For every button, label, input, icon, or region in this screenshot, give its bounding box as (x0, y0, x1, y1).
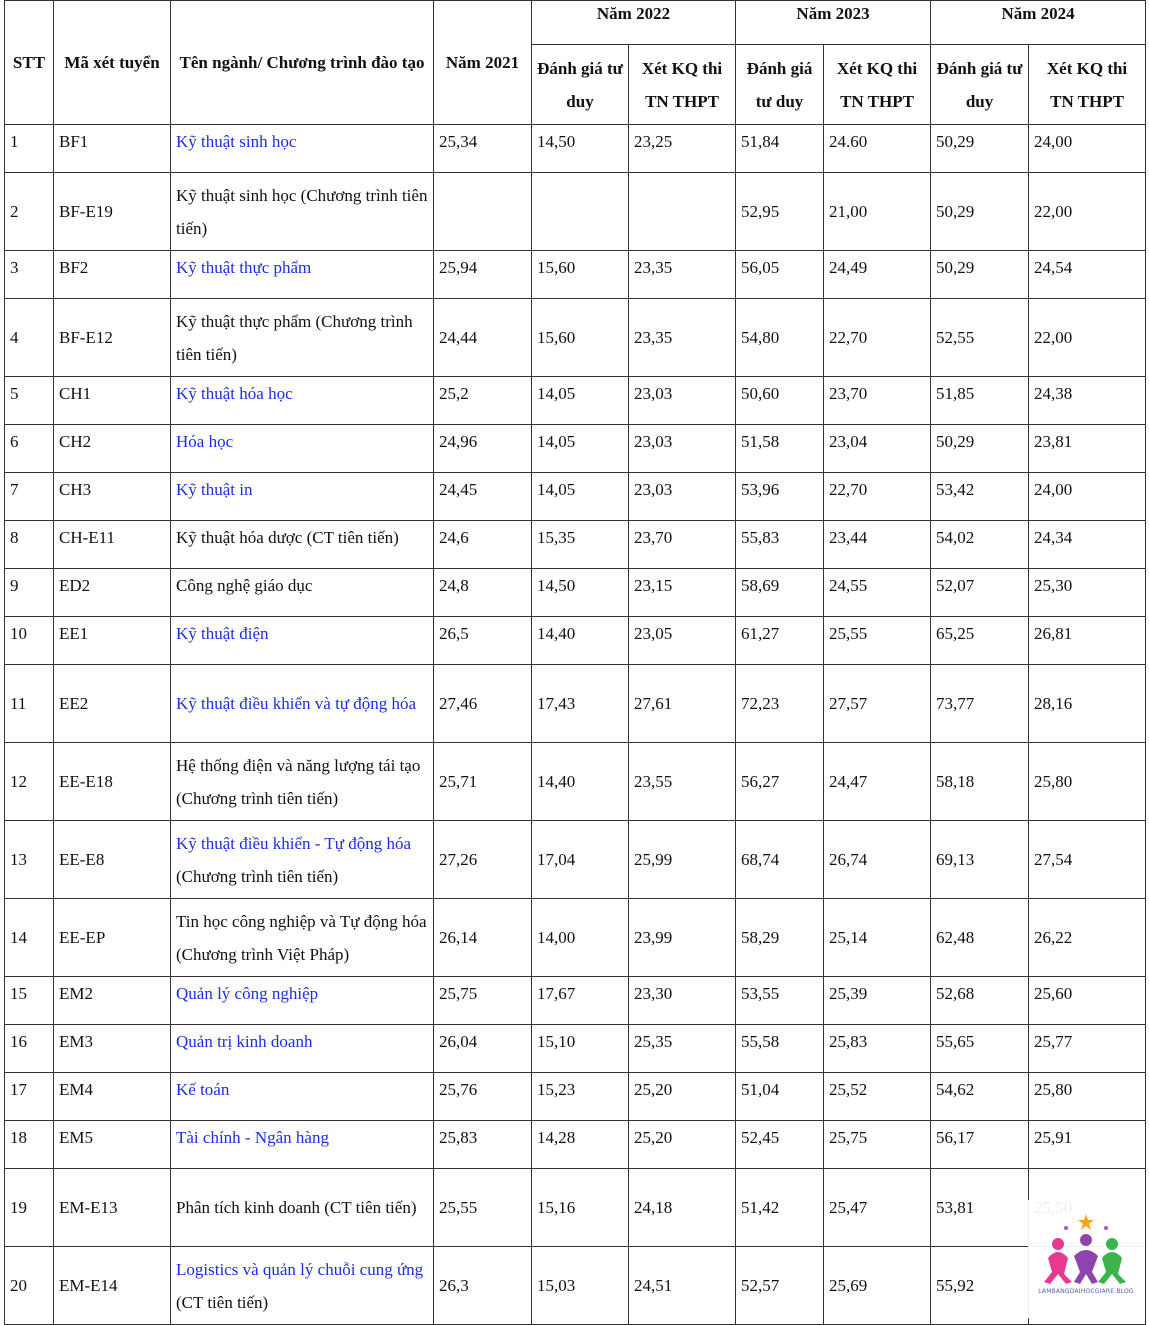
cell-dgtd-2022: 14,40 (532, 617, 629, 665)
cell-stt: 8 (5, 521, 54, 569)
cell-stt: 1 (5, 125, 54, 173)
table-row (5, 1121, 1146, 1169)
cell-thpt-2023: 26,74 (824, 821, 931, 899)
cell-thpt-2023: 24,55 (824, 569, 931, 617)
table-row (5, 1169, 1146, 1247)
cell-dgtd-2022 (532, 173, 629, 251)
cell-stt: 12 (5, 743, 54, 821)
program-link[interactable]: Kỹ thuật điều khiển và tự động hóa (176, 694, 417, 713)
program-link[interactable]: Quản trị kinh doanh (176, 1032, 313, 1051)
cell-thpt-2024: 22,00 (1029, 299, 1146, 377)
cell-nam-2021: 25,76 (434, 1073, 532, 1121)
table-row (5, 977, 1146, 1025)
cell-dgtd-2024: 62,48 (931, 899, 1029, 977)
cell-nam-2021: 25,71 (434, 743, 532, 821)
cell-nam-2021: 26,14 (434, 899, 532, 977)
cell-nam-2021: 26,5 (434, 617, 532, 665)
cell-thpt-2023: 24.60 (824, 125, 931, 173)
cell-dgtd-2024: 69,13 (931, 821, 1029, 899)
cell-thpt-2024: 24,00 (1029, 125, 1146, 173)
cell-dgtd-2024: 56,17 (931, 1121, 1029, 1169)
cell-dgtd-2022: 15,60 (532, 299, 629, 377)
header-nam-2022: Năm 2022 (532, 1, 736, 45)
table-row (5, 377, 1146, 425)
subheader-thpt-2022: Xét KQ thi TN THPT (629, 45, 736, 125)
cell-ten-nganh (171, 1025, 434, 1073)
cell-stt: 15 (5, 977, 54, 1025)
cell-dgtd-2022: 15,35 (532, 521, 629, 569)
cell-thpt-2024: 25,77 (1029, 1025, 1146, 1073)
header-ten-nganh: Tên ngành/ Chương trình đào tạo (171, 1, 434, 125)
table-row (5, 473, 1146, 521)
header-stt: STT (5, 1, 54, 125)
cell-thpt-2022: 25,99 (629, 821, 736, 899)
program-text: Phân tích kinh doanh (CT tiên tiến) (176, 1198, 417, 1217)
cell-dgtd-2023: 53,55 (736, 977, 824, 1025)
cell-dgtd-2023: 51,84 (736, 125, 824, 173)
cell-dgtd-2022: 17,67 (532, 977, 629, 1025)
cell-dgtd-2024: 51,85 (931, 377, 1029, 425)
program-link[interactable]: Logistics và quản lý chuỗi cung (176, 1259, 397, 1279)
cell-ma-xet-tuyen: EM5 (54, 1121, 171, 1169)
cell-thpt-2022: 23,30 (629, 977, 736, 1025)
cell-ma-xet-tuyen: CH3 (54, 473, 171, 521)
table-row (5, 617, 1146, 665)
table-row (5, 173, 1146, 251)
table-row (5, 299, 1146, 377)
cell-thpt-2022: 25,20 (629, 1121, 736, 1169)
table-row (5, 1247, 1146, 1325)
cell-dgtd-2022: 14,50 (532, 569, 629, 617)
cell-nam-2021: 25,34 (434, 125, 532, 173)
cell-thpt-2022: 27,61 (629, 665, 736, 743)
cell-ten-nganh (171, 1169, 434, 1247)
cell-thpt-2023: 25,69 (824, 1247, 931, 1325)
cell-thpt-2024: 24,00 (1029, 473, 1146, 521)
program-text: Hệ thống điện và năng lượng tái tạo (Chương trình tiên tiến) (176, 755, 421, 808)
subheader-thpt-2024: Xét KQ thi TN THPT (1029, 45, 1146, 125)
cell-thpt-2023: 25,75 (824, 1121, 931, 1169)
header-nam-2021: Năm 2021 (434, 1, 532, 125)
cell-ten-nganh (171, 125, 434, 173)
cell-stt: 3 (5, 251, 54, 299)
program-link[interactable]: ứng (396, 1259, 424, 1279)
cell-thpt-2022: 23,99 (629, 899, 736, 977)
cell-thpt-2024: 24,38 (1029, 377, 1146, 425)
cell-nam-2021: 24,96 (434, 425, 532, 473)
cell-thpt-2022: 25,20 (629, 1073, 736, 1121)
cell-nam-2021: 26,3 (434, 1247, 532, 1325)
cell-ma-xet-tuyen: EM4 (54, 1073, 171, 1121)
cell-nam-2021: 24,44 (434, 299, 532, 377)
cell-dgtd-2024: 55,65 (931, 1025, 1029, 1073)
cell-dgtd-2024: 50,29 (931, 425, 1029, 473)
cell-thpt-2022: 23,03 (629, 425, 736, 473)
cell-dgtd-2022: 17,04 (532, 821, 629, 899)
cell-dgtd-2022: 14,00 (532, 899, 629, 977)
cell-stt: 13 (5, 821, 54, 899)
program-link[interactable]: Tài chính - Ngân hàng (176, 1128, 329, 1147)
cell-ma-xet-tuyen: EM-E14 (54, 1247, 171, 1325)
cell-dgtd-2024: 52,55 (931, 299, 1029, 377)
cell-dgtd-2022: 15,16 (532, 1169, 629, 1247)
cell-thpt-2022: 23,35 (629, 299, 736, 377)
cell-dgtd-2022: 15,03 (532, 1247, 629, 1325)
cell-thpt-2023: 24,49 (824, 251, 931, 299)
cell-dgtd-2024: 53,42 (931, 473, 1029, 521)
program-text: Tin học công nghiệp và Tự động hóa (Chương trình Việt Pháp) (176, 911, 427, 964)
cell-thpt-2023: 21,00 (824, 173, 931, 251)
cell-thpt-2022 (629, 173, 736, 251)
cell-dgtd-2024: 52,68 (931, 977, 1029, 1025)
cell-thpt-2022: 23,03 (629, 377, 736, 425)
cell-dgtd-2023: 52,57 (736, 1247, 824, 1325)
cell-thpt-2022: 23,70 (629, 521, 736, 569)
cell-nam-2021: 24,45 (434, 473, 532, 521)
cell-nam-2021 (434, 173, 532, 251)
cell-ma-xet-tuyen: EM-E13 (54, 1169, 171, 1247)
cell-stt: 20 (5, 1247, 54, 1325)
program-link[interactable]: Kỹ thuật in (176, 480, 253, 499)
cell-stt: 4 (5, 299, 54, 377)
cell-dgtd-2023: 61,27 (736, 617, 824, 665)
cell-thpt-2023: 24,47 (824, 743, 931, 821)
cell-thpt-2022: 23,55 (629, 743, 736, 821)
cell-ten-nganh (171, 1121, 434, 1169)
cell-stt: 11 (5, 665, 54, 743)
cell-ma-xet-tuyen: EE2 (54, 665, 171, 743)
cell-ma-xet-tuyen: CH-E11 (54, 521, 171, 569)
header-nam-2023: Năm 2023 (736, 1, 931, 45)
program-text: Kỹ thuật thực phẩm (Chương trình tiên tiến) (176, 311, 413, 364)
cell-ma-xet-tuyen: CH2 (54, 425, 171, 473)
cell-ma-xet-tuyen: EM2 (54, 977, 171, 1025)
table-row (5, 665, 1146, 743)
cell-thpt-2024: 25,80 (1029, 743, 1146, 821)
cell-dgtd-2023: 56,27 (736, 743, 824, 821)
cell-stt: 16 (5, 1025, 54, 1073)
cell-nam-2021: 27,26 (434, 821, 532, 899)
table-row (5, 251, 1146, 299)
program-link[interactable]: Kỹ thuật sinh học (176, 132, 297, 151)
cell-thpt-2023: 25,83 (824, 1025, 931, 1073)
cell-thpt-2023: 23,04 (824, 425, 931, 473)
cell-nam-2021: 24,6 (434, 521, 532, 569)
cell-ma-xet-tuyen: EE-E8 (54, 821, 171, 899)
cell-dgtd-2024: 54,62 (931, 1073, 1029, 1121)
cell-stt: 10 (5, 617, 54, 665)
cell-dgtd-2024: 52,07 (931, 569, 1029, 617)
subheader-danh-gia-tu-duy-2024: Đánh giá tư duy (931, 45, 1029, 125)
cell-thpt-2023: 25,39 (824, 977, 931, 1025)
cell-ten-nganh (171, 1247, 434, 1325)
program-link[interactable]: Kỹ thuật điều khiển - Tự động hóa (176, 833, 412, 853)
table-row (5, 1025, 1146, 1073)
cell-dgtd-2023: 51,42 (736, 1169, 824, 1247)
cell-nam-2021: 25,2 (434, 377, 532, 425)
cell-nam-2021: 27,46 (434, 665, 532, 743)
cell-ten-nganh (171, 977, 434, 1025)
cell-thpt-2023: 23,44 (824, 521, 931, 569)
cell-thpt-2022: 25,35 (629, 1025, 736, 1073)
cell-nam-2021: 24,8 (434, 569, 532, 617)
table-row (5, 521, 1146, 569)
cell-ten-nganh (171, 251, 434, 299)
subheader-thpt-2023: Xét KQ thi TN THPT (824, 45, 931, 125)
cell-ten-nganh (171, 521, 434, 569)
program-text: Kỹ thuật sinh học (Chương trình tiên tiến) (176, 185, 428, 238)
cell-ma-xet-tuyen: BF-E19 (54, 173, 171, 251)
table-row (5, 743, 1146, 821)
table-body (5, 125, 1146, 1325)
cell-thpt-2024: 25,60 (1029, 977, 1146, 1025)
cell-dgtd-2023: 72,23 (736, 665, 824, 743)
cell-dgtd-2023: 50,60 (736, 377, 824, 425)
cell-dgtd-2023: 52,95 (736, 173, 824, 251)
cell-dgtd-2022: 14,05 (532, 425, 629, 473)
cell-thpt-2023: 25,52 (824, 1073, 931, 1121)
cell-thpt-2024: 25,91 (1029, 1121, 1146, 1169)
cell-thpt-2022: 23,15 (629, 569, 736, 617)
cell-ma-xet-tuyen: CH1 (54, 377, 171, 425)
cell-dgtd-2024: 58,18 (931, 743, 1029, 821)
program-link[interactable]: Kỹ thuật hóa học (176, 384, 293, 403)
cell-dgtd-2023: 55,58 (736, 1025, 824, 1073)
cell-ten-nganh (171, 473, 434, 521)
table-row (5, 569, 1146, 617)
cell-stt: 6 (5, 425, 54, 473)
table-row (5, 425, 1146, 473)
cell-thpt-2024: 26,81 (1029, 617, 1146, 665)
header-ma-xet-tuyen: Mã xét tuyển (54, 1, 171, 125)
cell-nam-2021: 25,75 (434, 977, 532, 1025)
cell-dgtd-2022: 17,43 (532, 665, 629, 743)
cell-dgtd-2024: 55,92 (931, 1247, 1029, 1325)
cell-ten-nganh (171, 569, 434, 617)
cell-ma-xet-tuyen: BF-E12 (54, 299, 171, 377)
program-link[interactable]: Kỹ thuật thực phẩm (176, 258, 312, 277)
cell-thpt-2022: 23,35 (629, 251, 736, 299)
cell-nam-2021: 25,94 (434, 251, 532, 299)
cell-ten-nganh (171, 299, 434, 377)
cell-thpt-2023: 23,70 (824, 377, 931, 425)
cell-dgtd-2023: 53,96 (736, 473, 824, 521)
cell-thpt-2024: 28,16 (1029, 665, 1146, 743)
cell-thpt-2024: 26,22 (1029, 899, 1146, 977)
cell-dgtd-2023: 58,69 (736, 569, 824, 617)
cell-dgtd-2023: 51,04 (736, 1073, 824, 1121)
cell-nam-2021: 25,83 (434, 1121, 532, 1169)
cell-ten-nganh (171, 743, 434, 821)
program-text: Kỹ thuật hóa dược (CT tiên tiến) (176, 528, 399, 547)
cell-thpt-2023: 25,47 (824, 1169, 931, 1247)
cell-thpt-2022: 24,51 (629, 1247, 736, 1325)
cell-thpt-2024: 27,54 (1029, 821, 1146, 899)
cell-thpt-2023: 22,70 (824, 299, 931, 377)
cell-ten-nganh (171, 665, 434, 743)
cell-dgtd-2022: 14,28 (532, 1121, 629, 1169)
cell-dgtd-2023: 52,45 (736, 1121, 824, 1169)
cell-thpt-2024: 24,34 (1029, 521, 1146, 569)
admission-score-table (4, 0, 1146, 1325)
cell-stt: 19 (5, 1169, 54, 1247)
cell-stt: 7 (5, 473, 54, 521)
cell-stt: 17 (5, 1073, 54, 1121)
cell-stt: 14 (5, 899, 54, 977)
cell-dgtd-2022: 14,05 (532, 473, 629, 521)
program-text: (Chương trình tiên tiến) (176, 866, 339, 886)
cell-dgtd-2024: 54,02 (931, 521, 1029, 569)
cell-thpt-2022: 23,25 (629, 125, 736, 173)
table-row (5, 821, 1146, 899)
cell-ten-nganh (171, 617, 434, 665)
cell-ma-xet-tuyen: EE1 (54, 617, 171, 665)
cell-nam-2021: 26,04 (434, 1025, 532, 1073)
watermark-text: LAMBANGDAIHOCGIARE.BLOG (1038, 1288, 1134, 1295)
cell-dgtd-2023: 58,29 (736, 899, 824, 977)
subheader-danh-gia-tu-duy-2023: Đánh giá tư duy (736, 45, 824, 125)
cell-dgtd-2023: 55,83 (736, 521, 824, 569)
cell-ten-nganh (171, 425, 434, 473)
cell-thpt-2024: 22,00 (1029, 173, 1146, 251)
cell-dgtd-2024: 50,29 (931, 251, 1029, 299)
cell-thpt-2023: 25,55 (824, 617, 931, 665)
cell-thpt-2023: 25,14 (824, 899, 931, 977)
cell-thpt-2023: 22,70 (824, 473, 931, 521)
cell-thpt-2022: 23,05 (629, 617, 736, 665)
subheader-danh-gia-tu-duy-2022: Đánh giá tư duy (532, 45, 629, 125)
cell-thpt-2024: 25,30 (1029, 569, 1146, 617)
cell-dgtd-2023: 54,80 (736, 299, 824, 377)
cell-ten-nganh (171, 173, 434, 251)
cell-ma-xet-tuyen: BF2 (54, 251, 171, 299)
cell-thpt-2024: 23,81 (1029, 425, 1146, 473)
cell-stt: 5 (5, 377, 54, 425)
cell-dgtd-2023: 68,74 (736, 821, 824, 899)
cell-dgtd-2022: 14,50 (532, 125, 629, 173)
people-star-icon (1028, 1200, 1145, 1318)
cell-thpt-2024: 25,80 (1029, 1073, 1146, 1121)
cell-dgtd-2022: 15,10 (532, 1025, 629, 1073)
cell-ten-nganh (171, 1073, 434, 1121)
cell-ma-xet-tuyen: ED2 (54, 569, 171, 617)
cell-ma-xet-tuyen: EE-E18 (54, 743, 171, 821)
program-link[interactable]: Hóa học (176, 432, 234, 451)
cell-ten-nganh (171, 899, 434, 977)
cell-dgtd-2024: 65,25 (931, 617, 1029, 665)
cell-ten-nganh (171, 821, 434, 899)
cell-ma-xet-tuyen: EE-EP (54, 899, 171, 977)
cell-dgtd-2022: 14,40 (532, 743, 629, 821)
cell-nam-2021: 25,55 (434, 1169, 532, 1247)
cell-ten-nganh (171, 377, 434, 425)
cell-thpt-2022: 23,03 (629, 473, 736, 521)
cell-thpt-2024: 24,54 (1029, 251, 1146, 299)
cell-dgtd-2024: 50,29 (931, 125, 1029, 173)
cell-stt: 18 (5, 1121, 54, 1169)
cell-dgtd-2022: 14,05 (532, 377, 629, 425)
cell-ma-xet-tuyen: EM3 (54, 1025, 171, 1073)
program-text: (CT tiên tiến) (176, 1292, 269, 1312)
cell-thpt-2023: 27,57 (824, 665, 931, 743)
cell-dgtd-2023: 51,58 (736, 425, 824, 473)
program-link[interactable]: Quản lý công nghiệp (176, 984, 319, 1003)
cell-dgtd-2024: 50,29 (931, 173, 1029, 251)
cell-dgtd-2024: 53,81 (931, 1169, 1029, 1247)
cell-stt: 9 (5, 569, 54, 617)
program-link[interactable]: Kế toán (176, 1080, 230, 1099)
cell-dgtd-2023: 56,05 (736, 251, 824, 299)
cell-stt: 2 (5, 173, 54, 251)
table-row (5, 1073, 1146, 1121)
program-text: Công nghệ giáo dục (176, 576, 313, 595)
cell-dgtd-2024: 73,77 (931, 665, 1029, 743)
cell-thpt-2022: 24,18 (629, 1169, 736, 1247)
cell-dgtd-2022: 15,23 (532, 1073, 629, 1121)
cell-dgtd-2022: 15,60 (532, 251, 629, 299)
table-row (5, 125, 1146, 173)
cell-ma-xet-tuyen: BF1 (54, 125, 171, 173)
program-link[interactable]: Kỹ thuật điện (176, 624, 269, 643)
watermark-logo (1028, 1200, 1145, 1318)
header-nam-2024: Năm 2024 (931, 1, 1146, 45)
table-row (5, 899, 1146, 977)
